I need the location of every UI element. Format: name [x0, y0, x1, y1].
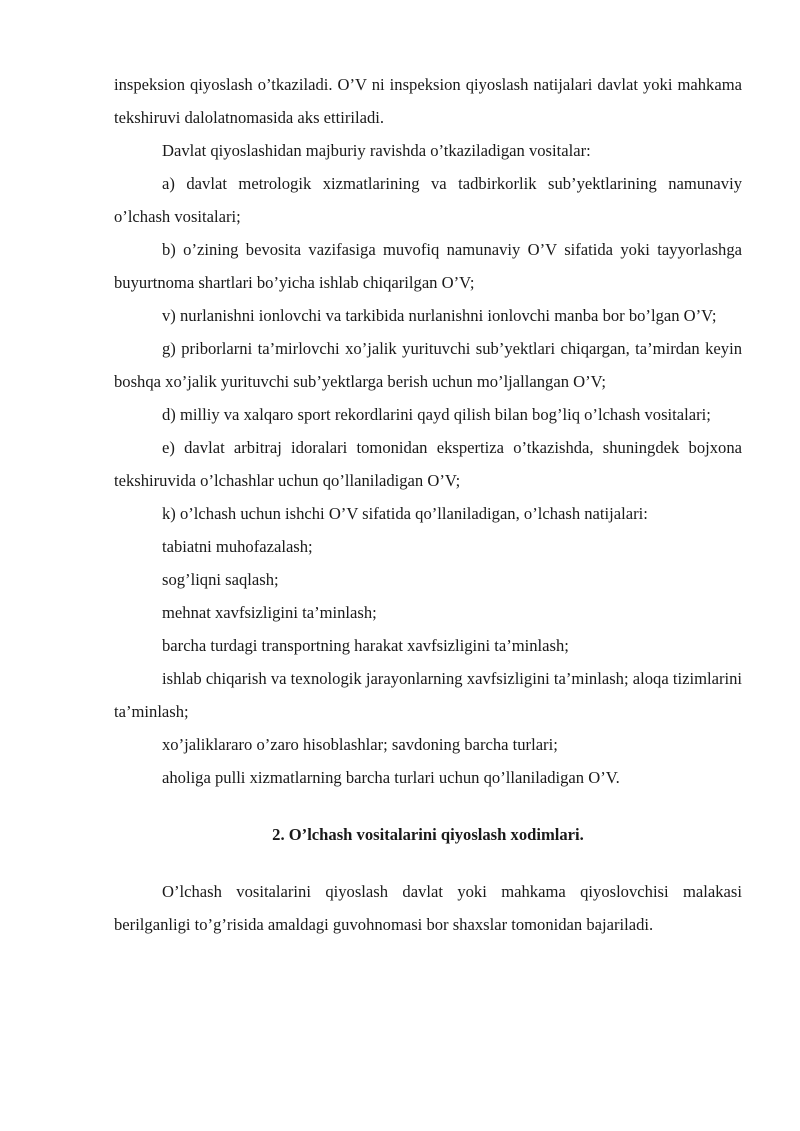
body-text-top — [114, 68, 742, 794]
document-page — [114, 68, 742, 941]
list-item-d: d) milliy va xalqaro sport rekordlarini qayd qilish bilan bog’liq o’lchash vositalari; — [162, 405, 711, 424]
paragraph: Davlat qiyoslashidan majburiy ravishda o’tkaziladigan vositalar: — [162, 141, 591, 160]
paragraph: O’lchash vositalarini qiyoslash davlat yoki mahkama qiyoslovchisi malakasi berilganligi to’g’risida amaldagi guvohnomasi bor shaxslar tomonidan bajariladi. — [114, 882, 742, 934]
sub-item: sog’liqni saqlash; — [162, 570, 279, 589]
list-item-v: v) nurlanishni ionlovchi va tarkibida nurlanishni ionlovchi manba bor bo’lgan O’V; — [162, 306, 717, 325]
list-item-k: k) o’lchash uchun ishchi O’V sifatida qo’llaniladigan, o’lchash natijalari: — [162, 504, 648, 523]
sub-item: barcha turdagi transportning harakat xavfsizligini ta’minlash; — [162, 636, 569, 655]
sub-item: mehnat xavfsizligini ta’minlash; — [162, 603, 377, 622]
paragraph: inspeksion qiyoslash o’tkaziladi. O’V ni inspeksion qiyoslash natijalari davlat yoki mahkama tekshiruvi dalolatnomasida aks ettiriladi. — [114, 75, 742, 127]
list-item-e: e) davlat arbitraj idoralari tomonidan ekspertiza o’tkazishda, shuningdek bojxona tekshiruvida o’lchashlar uchun qo’llaniladigan O’V; — [114, 438, 742, 490]
sub-item: aholiga pulli xizmatlarning barcha turlari uchun qo’llaniladigan O’V. — [162, 768, 620, 787]
sub-item: ishlab chiqarish va texnologik jarayonlarning xavfsizligini ta’minlash; aloqa tizimlarini ta’minlash; — [114, 669, 742, 721]
sub-item: tabiatni muhofazalash; — [162, 537, 313, 556]
list-item-g: g) priborlarni ta’mirlovchi xo’jalik yurituvchi sub’yektlari chiqargan, ta’mirdan keyin boshqa xo’jalik yurituvchi sub’yektlarga berish uchun mo’ljallangan O’V; — [114, 339, 742, 391]
list-item-b: b) o’zining bevosita vazifasiga muvofiq namunaviy O’V sifatida yoki tayyorlashga buyurtnoma shartlari bo’yicha ishlab chiqarilgan O’V; — [114, 240, 742, 292]
list-item-a: a) davlat metrologik xizmatlarining va tadbirkorlik sub’yektlarining namunaviy o’lchash vositalari; — [114, 174, 742, 226]
sub-item: xo’jaliklararo o’zaro hisoblashlar; savdoning barcha turlari; — [162, 735, 558, 754]
section-heading: 2. O’lchash vositalarini qiyoslash xodimlari. — [272, 825, 584, 844]
body-text-bottom — [114, 875, 742, 941]
